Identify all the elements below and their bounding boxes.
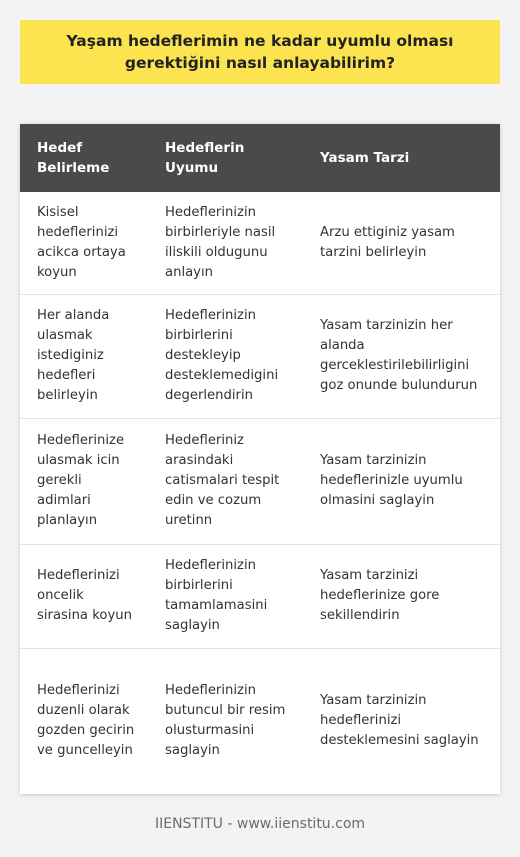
table-cell: Kisisel hedeflerinizi acikca ortaya koyun [20, 192, 148, 294]
page-title: Yaşam hedeflerimin ne kadar uyumlu olması gerektiğini nasıl anlayabilirim? [66, 32, 454, 72]
table-cell: Hedeflerinizin birbirlerini destekleyip desteklemedigini degerlendirin [148, 294, 303, 418]
header-yasam-tarzi: Yasam Tarzi [303, 124, 500, 192]
table-cell: Hedeflerinizin birbirleriyle nasil iliskili oldugunu anlayın [148, 192, 303, 294]
table-cell: Hedeflerinize ulasmak icin gerekli adimlari planlayın [20, 418, 148, 544]
header-hedef-belirleme: Hedef Belirleme [20, 124, 148, 192]
table-cell: Hedeflerinizin birbirlerini tamamlamasini saglayin [148, 544, 303, 648]
footer-credit: IIENSTITU - www.iienstitu.com [154, 816, 366, 832]
table-row [20, 294, 500, 418]
table-cell: Yasam tarzinizin hedeflerinizle uyumlu olmasini saglayin [303, 418, 500, 544]
table-cell: Arzu ettiginiz yasam tarzini belirleyin [303, 192, 500, 294]
header-hedeflerin-uyumu: Hedeflerin Uyumu [148, 124, 303, 192]
table-cell: Yasam tarzinizin hedeflerinizi desteklemesini saglayin [320, 693, 479, 749]
table-cell: Hedeflerinizi oncelik sirasina koyun [20, 544, 148, 648]
table-cell: Hedeflerinizi duzenli olarak gozden gecirin ve guncelleyin [37, 683, 135, 759]
table-row [20, 192, 500, 294]
table-row [20, 648, 500, 794]
table-row [20, 544, 500, 648]
comparison-table [20, 124, 500, 794]
table-cell: Her alanda ulasmak istediginiz hedefleri belirleyin [20, 294, 148, 418]
table-row [20, 418, 500, 544]
table-header-row [20, 124, 500, 192]
table-cell: Yasam tarzinizin her alanda gerceklestirilebilirligini goz onunde bulundurun [303, 294, 500, 418]
title-banner [20, 20, 500, 84]
table-cell: Hedefleriniz arasindaki catismalari tespit edin ve cozum uretinn [148, 418, 303, 544]
table-cell: Hedeflerinizin butuncul bir resim olusturmasini saglayin [165, 683, 286, 759]
table-cell: Yasam tarzinizi hedeflerinize gore sekillendirin [303, 544, 500, 648]
